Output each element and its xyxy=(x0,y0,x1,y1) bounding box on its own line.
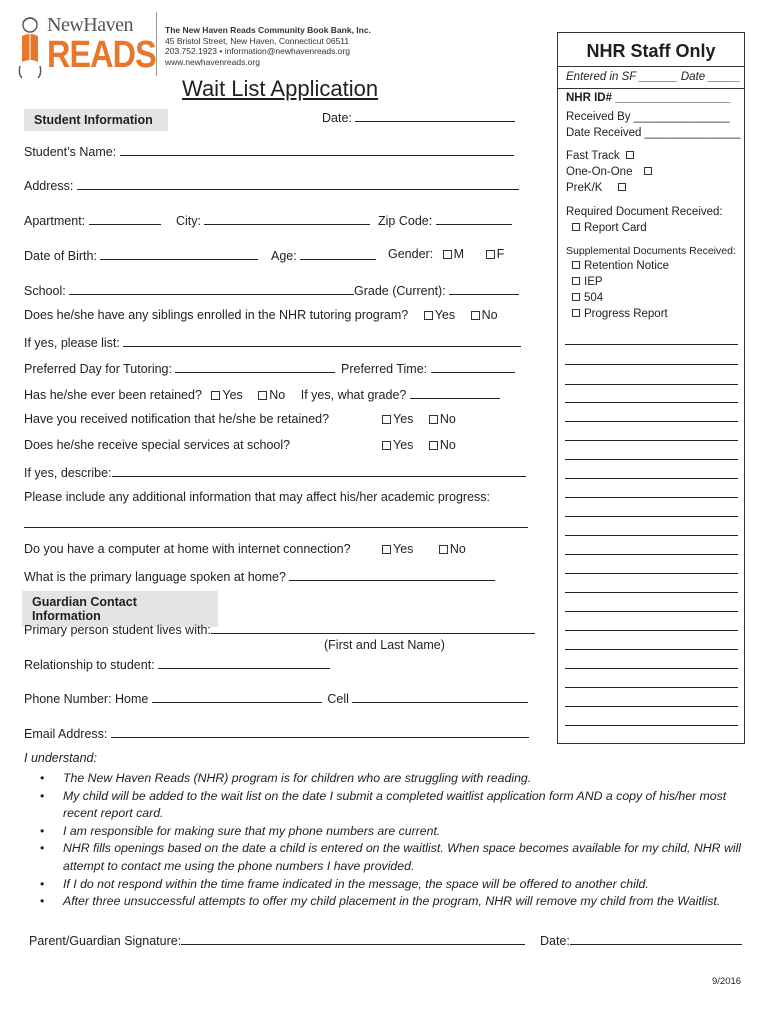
staff-notes-line[interactable] xyxy=(565,725,738,726)
org-name: The New Haven Reads Community Book Bank, Inc. xyxy=(165,25,371,35)
logo xyxy=(14,14,156,84)
staff-notes-line[interactable] xyxy=(565,687,738,688)
guardian-section-header: Guardian Contact Information xyxy=(22,591,218,627)
report-card-checkbox[interactable] xyxy=(572,223,580,231)
apartment-label: Apartment: xyxy=(24,214,86,228)
list-item: • My child will be added to the wait list on the date I submit a completed waitlist application form AND a copy of his/her most recent report card. xyxy=(40,788,760,823)
email-field[interactable] xyxy=(111,725,529,738)
pref-time-row xyxy=(341,360,515,376)
prek-row xyxy=(566,182,630,194)
describe-field[interactable] xyxy=(112,464,526,477)
list-item: • The New Haven Reads (NHR) program is for children who are struggling with reading. xyxy=(40,770,760,788)
cell-field[interactable] xyxy=(352,690,528,703)
staff-notes-line[interactable] xyxy=(565,478,738,479)
pref-time-label: Preferred Time: xyxy=(341,362,428,376)
sig-date-label: Date: xyxy=(540,934,570,948)
siblings-list-field[interactable] xyxy=(123,334,521,347)
special-no-checkbox[interactable] xyxy=(429,441,438,450)
apartment-row xyxy=(24,212,161,228)
staff-notes-line[interactable] xyxy=(565,706,738,707)
logo-top-text: NewHaven xyxy=(47,14,133,36)
relationship-label: Relationship to student: xyxy=(24,658,155,672)
notification-no-checkbox[interactable] xyxy=(429,415,438,424)
relationship-field[interactable] xyxy=(158,656,330,669)
additional-label: Please include any additional information that may affect his/her academic progress: xyxy=(24,490,490,504)
city-field[interactable] xyxy=(204,212,370,225)
cell-label: Cell xyxy=(327,692,349,706)
staff-notes-line[interactable] xyxy=(565,497,738,498)
gender-m-checkbox[interactable] xyxy=(443,250,452,259)
apartment-field[interactable] xyxy=(89,212,161,225)
retained-grade-field[interactable] xyxy=(410,386,500,399)
language-question: What is the primary language spoken at home? xyxy=(24,570,286,584)
siblings-list-label: If yes, please list: xyxy=(24,336,120,350)
staff-notes-line[interactable] xyxy=(565,421,738,422)
pref-time-field[interactable] xyxy=(431,360,515,373)
student-section-header: Student Information xyxy=(24,109,168,131)
email-label: Email Address: xyxy=(24,727,108,741)
phone-home-label: Phone Number: Home xyxy=(24,692,149,706)
relationship-row xyxy=(24,656,330,672)
student-name-row xyxy=(24,143,514,159)
notification-yes-label: Yes xyxy=(393,412,414,426)
computer-question: Do you have a computer at home with internet connection? xyxy=(24,542,351,556)
additional-row xyxy=(24,490,490,504)
describe-label: If yes, describe: xyxy=(24,466,112,480)
grade-row xyxy=(354,282,519,298)
gender-m-label: M xyxy=(453,247,465,261)
pref-day-field[interactable] xyxy=(175,360,335,373)
date-row xyxy=(322,109,515,125)
gender-f-label: F xyxy=(496,247,505,261)
gender-f-checkbox[interactable] xyxy=(486,250,495,259)
language-row xyxy=(24,568,495,584)
computer-row xyxy=(24,542,351,556)
report-card-row xyxy=(572,222,647,234)
prek-checkbox[interactable] xyxy=(618,183,626,191)
list-item: • After three unsuccessful attempts to offer my child placement in the program, NHR will remove my child from the Waitlist. xyxy=(40,893,760,911)
retained-yes-label: Yes xyxy=(222,388,243,402)
phone-row xyxy=(24,690,528,706)
first-last-hint: (First and Last Name) xyxy=(324,638,445,652)
staff-notes-line[interactable] xyxy=(565,535,738,536)
retained-question: Has he/she ever been retained? xyxy=(24,388,202,402)
reader-figure-icon xyxy=(14,16,46,82)
staff-notes-line[interactable] xyxy=(565,459,738,460)
sig-date-field[interactable] xyxy=(570,932,742,945)
pref-day-row xyxy=(24,360,335,376)
one-on-one-label: One-On-One xyxy=(566,166,633,178)
date-field[interactable] xyxy=(355,109,515,122)
org-web: www.newhavenreads.org xyxy=(165,56,260,67)
computer-yes-checkbox[interactable] xyxy=(382,545,391,554)
additional-field[interactable] xyxy=(24,527,528,528)
understand-heading: I understand: xyxy=(24,751,97,765)
s504-row xyxy=(572,292,603,304)
notification-no-label: No xyxy=(439,412,456,426)
computer-options xyxy=(382,542,466,556)
email-row xyxy=(24,725,529,741)
staff-notes-line[interactable] xyxy=(565,384,738,385)
iep-checkbox[interactable] xyxy=(572,277,580,285)
list-item: • If I do not respond within the time frame indicated in the message, the space will be offered to another child. xyxy=(40,876,760,894)
entered-sf[interactable]: Entered in SF ______ Date _____ xyxy=(566,71,741,83)
siblings-question: Does he/she have any siblings enrolled in the NHR tutoring program? xyxy=(24,308,409,322)
special-options xyxy=(382,438,456,452)
notification-options xyxy=(382,412,456,426)
primary-person-field[interactable] xyxy=(211,621,535,634)
special-row xyxy=(24,438,290,452)
grade-field[interactable] xyxy=(449,282,519,295)
header-divider xyxy=(156,12,157,76)
staff-notes-line[interactable] xyxy=(565,573,738,574)
supp-docs-label: Supplemental Documents Received: xyxy=(566,245,736,257)
school-label: School: xyxy=(24,284,66,298)
list-item: • NHR fills openings based on the date a child is entered on the waitlist. When space becomes available for my child, NHR will attempt to contact me using the phone numbers I have provided. xyxy=(40,840,760,875)
gender-row xyxy=(388,247,504,261)
received-by[interactable]: Received By _______________ xyxy=(566,111,730,123)
siblings-yes-label: Yes xyxy=(434,308,456,322)
date-label: Date: xyxy=(322,111,352,125)
form-title: Wait List Application xyxy=(182,76,379,101)
fast-track-label: Fast Track xyxy=(566,150,620,162)
logo-main-text: READS xyxy=(47,34,156,76)
dob-row xyxy=(24,247,258,263)
school-field[interactable] xyxy=(69,282,354,295)
signature-field[interactable] xyxy=(181,932,525,945)
primary-person-label: Primary person student lives with: xyxy=(24,623,211,637)
primary-person-row xyxy=(24,621,535,637)
address-label: Address: xyxy=(24,179,74,193)
language-field[interactable] xyxy=(289,568,495,581)
staff-notes-line[interactable] xyxy=(565,611,738,612)
staff-entered-row xyxy=(558,67,744,89)
understand-list xyxy=(40,770,760,911)
dob-field[interactable] xyxy=(100,247,258,260)
progress-checkbox[interactable] xyxy=(572,309,580,317)
city-label: City: xyxy=(176,214,201,228)
zip-row xyxy=(378,212,512,228)
notification-question: Have you received notification that he/she be retained? xyxy=(24,412,330,426)
siblings-no-checkbox[interactable] xyxy=(471,311,480,320)
staff-notes-line[interactable] xyxy=(565,402,738,403)
notification-yes-checkbox[interactable] xyxy=(382,415,391,424)
staff-notes-line[interactable] xyxy=(565,364,738,365)
staff-notes-line[interactable] xyxy=(565,592,738,593)
retained-grade-label: If yes, what grade? xyxy=(300,388,407,402)
special-question: Does he/she receive special services at school? xyxy=(24,438,291,452)
pref-day-label: Preferred Day for Tutoring: xyxy=(24,362,172,376)
address-row xyxy=(24,177,519,193)
phone-home-field[interactable] xyxy=(152,690,322,703)
siblings-yes-checkbox[interactable] xyxy=(424,311,433,320)
staff-notes-line[interactable] xyxy=(565,554,738,555)
retention-checkbox[interactable] xyxy=(572,261,580,269)
city-row xyxy=(176,212,370,228)
report-card-label: Report Card xyxy=(584,222,647,234)
progress-row xyxy=(572,308,668,320)
date-received[interactable]: Date Received _______________ xyxy=(566,127,741,139)
list-item: • I am responsible for making sure that my phone numbers are current. xyxy=(40,823,760,841)
age-field[interactable] xyxy=(300,247,376,260)
fast-track-checkbox[interactable] xyxy=(626,151,634,159)
org-info xyxy=(165,25,371,67)
student-name-field[interactable] xyxy=(120,143,514,156)
staff-notes-line[interactable] xyxy=(565,630,738,631)
iep-label: IEP xyxy=(584,276,603,288)
computer-no-checkbox[interactable] xyxy=(439,545,448,554)
special-no-label: No xyxy=(439,438,456,452)
staff-notes-line[interactable] xyxy=(565,344,738,345)
computer-yes-label: Yes xyxy=(393,542,414,556)
notification-row xyxy=(24,412,329,426)
staff-notes-line[interactable] xyxy=(565,649,738,650)
retained-no-checkbox[interactable] xyxy=(258,391,267,400)
grade-label: Grade (Current): xyxy=(354,284,446,298)
age-row xyxy=(271,247,376,263)
retention-row xyxy=(572,260,669,272)
staff-notes-line[interactable] xyxy=(565,516,738,517)
special-yes-label: Yes xyxy=(393,438,414,452)
siblings-list-row xyxy=(24,334,521,350)
retention-label: Retention Notice xyxy=(584,260,670,272)
retained-row xyxy=(24,386,500,402)
fast-track-row xyxy=(566,150,638,162)
staff-notes-line[interactable] xyxy=(565,440,738,441)
version-text: 9/2016 xyxy=(712,976,742,987)
siblings-no-label: No xyxy=(481,308,498,322)
s504-label: 504 xyxy=(584,292,604,304)
org-address: 45 Bristol Street, New Haven, Connecticut 06511 xyxy=(165,35,350,46)
staff-notes-line[interactable] xyxy=(565,668,738,669)
sig-date-row xyxy=(540,932,742,948)
retained-no-label: No xyxy=(269,388,286,402)
staff-title: NHR Staff Only xyxy=(558,33,744,67)
one-on-one-row xyxy=(566,166,656,178)
zip-field[interactable] xyxy=(436,212,512,225)
describe-row xyxy=(24,464,526,480)
computer-no-label: No xyxy=(449,542,466,556)
s504-checkbox[interactable] xyxy=(572,293,580,301)
special-yes-checkbox[interactable] xyxy=(382,441,391,450)
progress-label: Progress Report xyxy=(584,308,668,320)
age-label: Age: xyxy=(271,249,297,263)
staff-only-box xyxy=(557,32,745,744)
req-doc-label: Required Document Received: xyxy=(566,206,723,218)
org-contact: 203.752.1923 • information@newhavenreads.org xyxy=(165,46,351,56)
siblings-question-row xyxy=(24,308,498,322)
gender-label: Gender: xyxy=(388,247,434,261)
prek-label: PreK/K xyxy=(566,182,603,194)
signature-label: Parent/Guardian Signature: xyxy=(29,934,182,948)
signature-row xyxy=(29,932,525,948)
retained-yes-checkbox[interactable] xyxy=(211,391,220,400)
iep-row xyxy=(572,276,603,288)
dob-label: Date of Birth: xyxy=(24,249,97,263)
student-name-label: Student’s Name: xyxy=(24,145,117,159)
zip-label: Zip Code: xyxy=(378,214,433,228)
school-row xyxy=(24,282,354,298)
one-on-one-checkbox[interactable] xyxy=(644,167,652,175)
nhr-id[interactable]: NHR ID# __________________ xyxy=(566,92,731,104)
address-field[interactable] xyxy=(77,177,519,190)
